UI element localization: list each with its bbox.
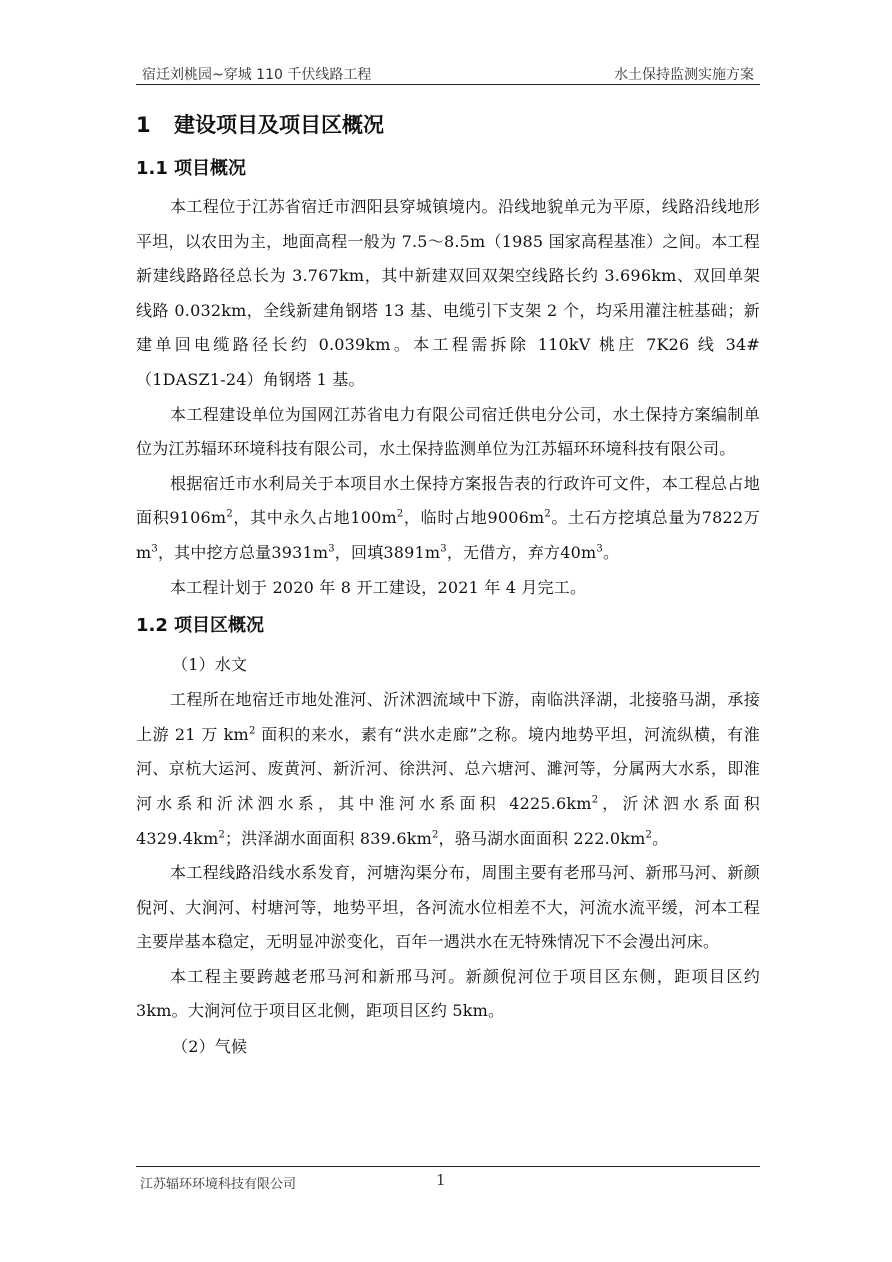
text-run: ，骆马湖水面面积 222.0km xyxy=(438,828,646,848)
text-run: ；洪泽湖水面面积 839.6km xyxy=(225,828,432,848)
superscript: 2 xyxy=(396,509,404,521)
superscript: 3 xyxy=(440,543,447,555)
footer-company-name: 江苏辐环环境科技有限公司 xyxy=(140,1177,297,1192)
paragraph-schedule: 本工程计划于 2020 年 8 开工建设，2021 年 4 月完工。 xyxy=(170,577,587,597)
section-number: 1.2 xyxy=(136,615,168,637)
text-run: ，沂沭泗水系面积 4329.4km xyxy=(136,793,760,848)
paragraph-land-use xyxy=(136,467,760,571)
superscript: 2 xyxy=(591,794,599,806)
text-run: ，无借方，弃方40m xyxy=(446,542,597,562)
page-content xyxy=(136,100,760,1065)
page-number: 1 xyxy=(436,1171,446,1189)
section-number: 1.1 xyxy=(136,158,168,179)
superscript: 2 xyxy=(431,829,439,841)
text-run: ，回填3891m xyxy=(334,542,441,562)
text-run: 。 xyxy=(652,828,669,848)
subheading-hydrology: （1）水文 xyxy=(172,655,248,675)
text-run: ，其中挖方总量3931m xyxy=(157,542,329,562)
section-title: 建设项目及项目区概况 xyxy=(174,113,384,137)
superscript: 2 xyxy=(226,509,233,521)
text-run: 根据宿迁市水利局关于本项目水土保持方案报告表的行政许可文件，本工程总占地面积9106m xyxy=(136,473,760,528)
text-run: 工程所在地宿迁市地处淮河、沂沭泗流域中下游，南临洪泽湖，北接骆马湖，承接上游 21 万 km xyxy=(136,690,760,744)
paragraph-hydrology xyxy=(136,683,760,856)
text-run: ，临时占地9006m xyxy=(403,508,545,528)
subheading-climate: （2）气候 xyxy=(172,1037,248,1057)
superscript: 3 xyxy=(328,543,335,555)
section-1-heading xyxy=(136,110,760,148)
superscript: 3 xyxy=(596,543,603,555)
superscript: 2 xyxy=(544,509,551,521)
section-1-1-heading xyxy=(136,154,760,190)
section-title: 项目概况 xyxy=(174,158,246,179)
superscript: 3 xyxy=(151,543,158,555)
superscript: 2 xyxy=(218,829,226,841)
section-number: 1 xyxy=(136,113,151,137)
superscript: 2 xyxy=(645,829,653,841)
page-header xyxy=(136,60,760,85)
header-project-name: 宿迁刘桃园~穿城 110 千伏线路工程 xyxy=(142,67,372,83)
paragraph-river-crossing: 本工程主要跨越老邢马河和新邢马河。新颜倪河位于项目区东侧，距项目区约 3km。大涧河位于项目区北侧，距项目区约 5km。 xyxy=(136,966,760,1021)
section-1-2-heading xyxy=(136,611,760,647)
text-run: 。土石方挖填总量为7822万m xyxy=(136,508,760,562)
superscript: 2 xyxy=(248,725,256,737)
section-title: 项目区概况 xyxy=(174,615,264,637)
text-run: 面积的来水，素有“洪水走廊”之称。境内地势平坦，河流纵横，有淮河、京杭大运河、废黄河、新沂河、徐洪河、总六塘河、濉河等，分属两大水系，即淮河水系和沂沭泗水系，其中淮河水系面积 4225.6km xyxy=(136,724,760,813)
paragraph-project-location: 本工程位于江苏省宿迁市泗阳县穿城镇境内。沿线地貌单元为平原，线路沿线地形平坦，以农田为主，地面高程一般为 7.5～8.5m（1985 国家高程基准）之间。本工程新建线路路径总长为 3.767km，其中新建双回双架空线路长约 3.696km、双回单架线路 0.032km，全线新建角钢塔 13 基、电缆引下支架 2 个，均采用灌注桩基础；新建单回电缆路径长约 0.039km。本工程需拆除 110kV 桃庄 7K26 线 34#（1DASZ1-24）角钢塔 1 基。 xyxy=(136,197,760,389)
page-footer xyxy=(136,1166,760,1193)
header-document-title: 水土保持监测实施方案 xyxy=(614,67,754,83)
paragraph-project-units: 本工程建设单位为国网江苏省电力有限公司宿迁供电分公司，水土保持方案编制单位为江苏辐环环境科技有限公司，水土保持监测单位为江苏辐环环境科技有限公司。 xyxy=(136,404,760,459)
paragraph-river-system: 本工程线路沿线水系发育，河塘沟渠分布，周围主要有老邢马河、新邢马河、新颜倪河、大涧河、村塘河等，地势平坦，各河流水位相差不大，河流水流平缓，河本工程主要岸基本稳定，无明显冲淤变化，百年一遇洪水在无特殊情况下不会漫出河床。 xyxy=(136,863,760,952)
text-run: 。 xyxy=(602,542,620,562)
text-run: ，其中永久占地100m xyxy=(232,508,397,528)
